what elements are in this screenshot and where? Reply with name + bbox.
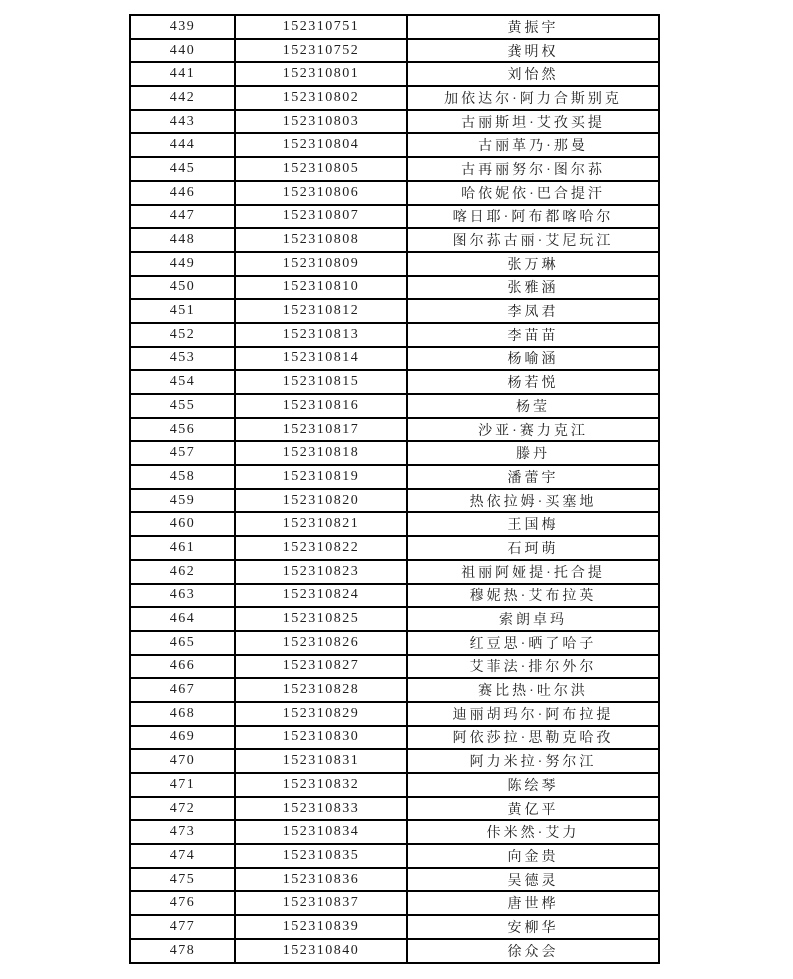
cell-student-id: 152310822 <box>235 536 407 560</box>
cell-student-id: 152310751 <box>235 15 407 39</box>
cell-student-name: 阿依莎拉·思勒克哈孜 <box>407 726 659 750</box>
cell-student-name: 李苗苗 <box>407 323 659 347</box>
cell-student-name: 张万琳 <box>407 252 659 276</box>
cell-student-name: 加依达尔·阿力合斯别克 <box>407 86 659 110</box>
cell-student-name: 吴德灵 <box>407 868 659 892</box>
table-row <box>130 252 659 276</box>
cell-student-name: 热依拉姆·买塞地 <box>407 489 659 513</box>
table-row <box>130 15 659 39</box>
cell-serial-number: 454 <box>130 370 235 394</box>
table-row <box>130 607 659 631</box>
cell-student-id: 152310825 <box>235 607 407 631</box>
cell-student-name: 龚明权 <box>407 39 659 63</box>
cell-serial-number: 459 <box>130 489 235 513</box>
table-row <box>130 560 659 584</box>
cell-serial-number: 470 <box>130 749 235 773</box>
cell-student-id: 152310824 <box>235 584 407 608</box>
cell-student-name: 潘蕾宇 <box>407 465 659 489</box>
table-row <box>130 418 659 442</box>
cell-student-id: 152310836 <box>235 868 407 892</box>
cell-student-id: 152310809 <box>235 252 407 276</box>
cell-student-id: 152310823 <box>235 560 407 584</box>
table-row <box>130 655 659 679</box>
cell-student-name: 向金贵 <box>407 844 659 868</box>
cell-student-name: 穆妮热·艾布拉英 <box>407 584 659 608</box>
cell-student-id: 152310816 <box>235 394 407 418</box>
cell-serial-number: 473 <box>130 820 235 844</box>
cell-serial-number: 472 <box>130 797 235 821</box>
cell-student-name: 喀日耶·阿布都喀哈尔 <box>407 205 659 229</box>
cell-student-id: 152310821 <box>235 512 407 536</box>
table-row <box>130 726 659 750</box>
cell-serial-number: 451 <box>130 299 235 323</box>
table-row <box>130 820 659 844</box>
cell-student-id: 152310818 <box>235 441 407 465</box>
table-row <box>130 157 659 181</box>
table-row <box>130 702 659 726</box>
cell-student-name: 索朗卓玛 <box>407 607 659 631</box>
cell-student-name: 艾菲法·排尔外尔 <box>407 655 659 679</box>
cell-student-name: 安柳华 <box>407 915 659 939</box>
table-row <box>130 584 659 608</box>
cell-serial-number: 478 <box>130 939 235 963</box>
cell-student-name: 王国梅 <box>407 512 659 536</box>
cell-serial-number: 446 <box>130 181 235 205</box>
cell-serial-number: 462 <box>130 560 235 584</box>
cell-student-name: 赛比热·吐尔洪 <box>407 678 659 702</box>
cell-student-id: 152310837 <box>235 891 407 915</box>
cell-student-id: 152310828 <box>235 678 407 702</box>
roster-table-body <box>130 15 659 963</box>
table-row <box>130 441 659 465</box>
cell-student-id: 152310807 <box>235 205 407 229</box>
cell-student-id: 152310801 <box>235 62 407 86</box>
cell-student-name: 沙亚·赛力克江 <box>407 418 659 442</box>
cell-serial-number: 474 <box>130 844 235 868</box>
table-row <box>130 323 659 347</box>
cell-serial-number: 469 <box>130 726 235 750</box>
cell-student-name: 迪丽胡玛尔·阿布拉提 <box>407 702 659 726</box>
cell-serial-number: 475 <box>130 868 235 892</box>
cell-serial-number: 476 <box>130 891 235 915</box>
cell-student-name: 陈绘琴 <box>407 773 659 797</box>
cell-student-id: 152310840 <box>235 939 407 963</box>
table-row <box>130 228 659 252</box>
table-row <box>130 915 659 939</box>
cell-serial-number: 463 <box>130 584 235 608</box>
cell-student-id: 152310835 <box>235 844 407 868</box>
cell-student-id: 152310832 <box>235 773 407 797</box>
cell-student-id: 152310815 <box>235 370 407 394</box>
cell-serial-number: 457 <box>130 441 235 465</box>
table-row <box>130 394 659 418</box>
cell-student-id: 152310831 <box>235 749 407 773</box>
cell-student-id: 152310817 <box>235 418 407 442</box>
table-row <box>130 678 659 702</box>
cell-serial-number: 444 <box>130 133 235 157</box>
cell-student-name: 张雅涵 <box>407 276 659 300</box>
table-row <box>130 86 659 110</box>
table-row <box>130 465 659 489</box>
cell-student-id: 152310810 <box>235 276 407 300</box>
table-row <box>130 891 659 915</box>
cell-serial-number: 458 <box>130 465 235 489</box>
table-row <box>130 370 659 394</box>
cell-serial-number: 449 <box>130 252 235 276</box>
cell-student-id: 152310804 <box>235 133 407 157</box>
cell-student-id: 152310830 <box>235 726 407 750</box>
cell-student-id: 152310839 <box>235 915 407 939</box>
cell-student-name: 滕丹 <box>407 441 659 465</box>
cell-serial-number: 466 <box>130 655 235 679</box>
table-row <box>130 939 659 963</box>
cell-serial-number: 440 <box>130 39 235 63</box>
cell-student-name: 石珂萌 <box>407 536 659 560</box>
cell-serial-number: 439 <box>130 15 235 39</box>
cell-serial-number: 456 <box>130 418 235 442</box>
cell-student-name: 杨若悦 <box>407 370 659 394</box>
cell-student-name: 古丽斯坦·艾孜买提 <box>407 110 659 134</box>
table-row <box>130 276 659 300</box>
table-row <box>130 536 659 560</box>
cell-serial-number: 452 <box>130 323 235 347</box>
cell-student-name: 红豆思·晒了哈子 <box>407 631 659 655</box>
cell-serial-number: 448 <box>130 228 235 252</box>
cell-serial-number: 460 <box>130 512 235 536</box>
cell-student-name: 古丽革乃·那曼 <box>407 133 659 157</box>
cell-student-id: 152310813 <box>235 323 407 347</box>
cell-student-name: 黄亿平 <box>407 797 659 821</box>
table-row <box>130 181 659 205</box>
cell-serial-number: 453 <box>130 347 235 371</box>
table-row <box>130 133 659 157</box>
table-row <box>130 489 659 513</box>
cell-serial-number: 464 <box>130 607 235 631</box>
table-row <box>130 868 659 892</box>
cell-student-name: 古再丽努尔·图尔荪 <box>407 157 659 181</box>
cell-serial-number: 443 <box>130 110 235 134</box>
table-row <box>130 39 659 63</box>
cell-student-name: 杨喻涵 <box>407 347 659 371</box>
table-row <box>130 62 659 86</box>
cell-student-id: 152310803 <box>235 110 407 134</box>
cell-student-id: 152310827 <box>235 655 407 679</box>
cell-serial-number: 461 <box>130 536 235 560</box>
cell-student-id: 152310812 <box>235 299 407 323</box>
cell-serial-number: 445 <box>130 157 235 181</box>
cell-student-name: 祖丽阿娅提·托合提 <box>407 560 659 584</box>
cell-student-id: 152310833 <box>235 797 407 821</box>
cell-serial-number: 467 <box>130 678 235 702</box>
cell-student-name: 李凤君 <box>407 299 659 323</box>
cell-serial-number: 468 <box>130 702 235 726</box>
table-row <box>130 773 659 797</box>
cell-student-name: 唐世桦 <box>407 891 659 915</box>
cell-student-id: 152310802 <box>235 86 407 110</box>
cell-serial-number: 465 <box>130 631 235 655</box>
cell-student-id: 152310752 <box>235 39 407 63</box>
table-row <box>130 797 659 821</box>
cell-serial-number: 450 <box>130 276 235 300</box>
cell-student-id: 152310826 <box>235 631 407 655</box>
table-row <box>130 347 659 371</box>
cell-student-name: 杨莹 <box>407 394 659 418</box>
cell-serial-number: 455 <box>130 394 235 418</box>
cell-student-name: 佧米然·艾力 <box>407 820 659 844</box>
cell-serial-number: 447 <box>130 205 235 229</box>
cell-student-id: 152310819 <box>235 465 407 489</box>
cell-student-id: 152310806 <box>235 181 407 205</box>
table-row <box>130 844 659 868</box>
cell-student-id: 152310829 <box>235 702 407 726</box>
cell-student-id: 152310820 <box>235 489 407 513</box>
cell-serial-number: 477 <box>130 915 235 939</box>
cell-student-name: 哈依妮依·巴合提汗 <box>407 181 659 205</box>
cell-student-name: 阿力米拉·努尔江 <box>407 749 659 773</box>
cell-student-name: 图尔荪古丽·艾尼玩江 <box>407 228 659 252</box>
table-row <box>130 205 659 229</box>
cell-serial-number: 442 <box>130 86 235 110</box>
cell-student-name: 黄振宇 <box>407 15 659 39</box>
cell-student-id: 152310814 <box>235 347 407 371</box>
table-row <box>130 512 659 536</box>
table-row <box>130 110 659 134</box>
cell-serial-number: 471 <box>130 773 235 797</box>
cell-student-id: 152310808 <box>235 228 407 252</box>
cell-student-id: 152310805 <box>235 157 407 181</box>
table-row <box>130 631 659 655</box>
cell-student-name: 刘怡然 <box>407 62 659 86</box>
roster-table <box>129 14 660 964</box>
cell-serial-number: 441 <box>130 62 235 86</box>
table-row <box>130 749 659 773</box>
cell-student-id: 152310834 <box>235 820 407 844</box>
table-row <box>130 299 659 323</box>
cell-student-name: 徐众会 <box>407 939 659 963</box>
